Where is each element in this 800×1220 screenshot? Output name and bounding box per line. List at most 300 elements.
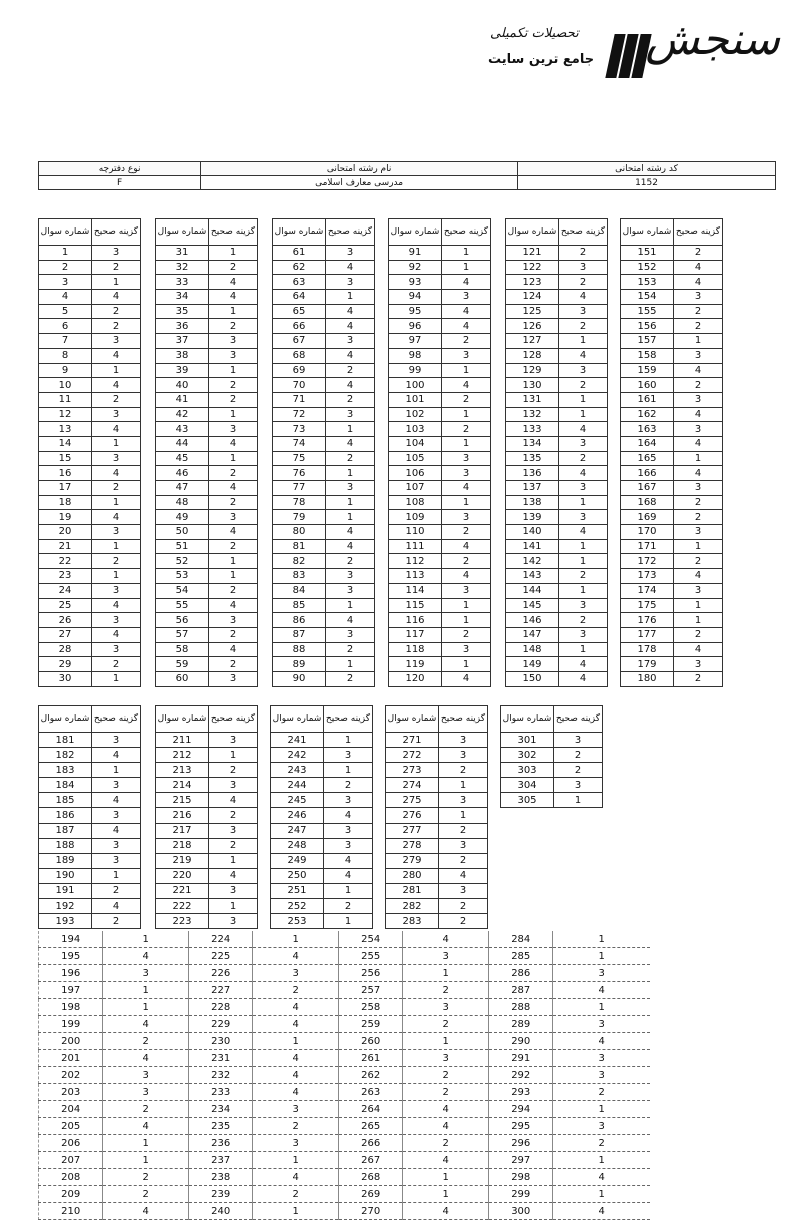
correct-answer: 3	[674, 525, 723, 540]
question-number: 274	[386, 778, 439, 793]
correct-answer: 3	[326, 334, 375, 349]
question-number: 53	[156, 569, 209, 584]
correct-answer: 1	[554, 793, 603, 808]
table-row	[273, 407, 375, 422]
table-row	[621, 569, 723, 584]
question-number: 161	[621, 392, 674, 407]
question-number: 180	[621, 671, 674, 686]
table-row	[386, 763, 488, 778]
correct-answer: 4	[403, 1152, 489, 1169]
table-row	[39, 378, 141, 393]
correct-answer: 2	[439, 823, 488, 838]
correct-answer: 2	[439, 899, 488, 914]
table-row	[273, 275, 375, 290]
table-row	[39, 510, 141, 525]
correct-answer: 3	[442, 583, 491, 598]
question-number: 240	[189, 1203, 253, 1220]
table-row	[273, 378, 375, 393]
correct-answer: 3	[559, 598, 608, 613]
question-number: 152	[621, 260, 674, 275]
table-row	[386, 733, 488, 748]
correct-answer: 3	[326, 569, 375, 584]
correct-answer: 2	[103, 1186, 189, 1203]
question-number: 243	[271, 763, 324, 778]
question-number: 24	[39, 583, 92, 598]
correct-answer: 2	[326, 451, 375, 466]
correct-answer: 1	[253, 1203, 339, 1220]
correct-answer: 2	[674, 304, 723, 319]
correct-answer: 3	[209, 510, 258, 525]
table-row	[39, 319, 141, 334]
question-number: 304	[501, 778, 554, 793]
correct-answer: 2	[92, 392, 141, 407]
table-row	[273, 554, 375, 569]
correct-answer: 1	[326, 290, 375, 305]
correct-answer: 1	[674, 598, 723, 613]
question-number: 260	[339, 1033, 403, 1050]
correct-answer: 2	[674, 246, 723, 261]
question-number: 21	[39, 539, 92, 554]
question-number-header: شماره سوال	[271, 706, 324, 733]
correct-answer: 4	[559, 348, 608, 363]
table-row	[39, 627, 141, 642]
question-number: 169	[621, 510, 674, 525]
question-number: 100	[389, 378, 442, 393]
correct-answer: 3	[209, 422, 258, 437]
correct-answer: 1	[442, 246, 491, 261]
correct-answer: 1	[103, 999, 189, 1016]
question-number: 182	[39, 748, 92, 763]
question-number: 266	[339, 1135, 403, 1152]
table-row	[621, 348, 723, 363]
table-row	[621, 275, 723, 290]
question-number: 120	[389, 671, 442, 686]
question-number: 75	[273, 451, 326, 466]
table-row	[506, 290, 608, 305]
question-number: 271	[386, 733, 439, 748]
question-number: 248	[271, 838, 324, 853]
table-row	[39, 569, 141, 584]
table-row	[156, 914, 258, 929]
table-row	[506, 451, 608, 466]
correct-answer: 4	[442, 378, 491, 393]
table-row	[156, 569, 258, 584]
correct-answer: 4	[326, 304, 375, 319]
correct-answer: 2	[326, 363, 375, 378]
question-number: 201	[39, 1050, 103, 1067]
correct-answer: 4	[324, 868, 373, 883]
question-number: 91	[389, 246, 442, 261]
correct-answer: 3	[674, 392, 723, 407]
correct-answer-header: گزینه صحیح	[209, 706, 258, 733]
question-number: 227	[189, 982, 253, 999]
question-number: 35	[156, 304, 209, 319]
correct-answer: 1	[442, 436, 491, 451]
correct-answer: 3	[209, 778, 258, 793]
correct-answer: 2	[674, 554, 723, 569]
correct-answer: 2	[559, 613, 608, 628]
correct-answer: 4	[403, 1101, 489, 1118]
correct-answer: 4	[253, 1084, 339, 1101]
correct-answer: 4	[209, 642, 258, 657]
table-row	[621, 657, 723, 672]
correct-answer: 3	[92, 808, 141, 823]
logo-wordmark: سنجش	[645, 14, 780, 65]
table-row	[273, 642, 375, 657]
question-number: 12	[39, 407, 92, 422]
question-number: 267	[339, 1152, 403, 1169]
correct-answer: 3	[92, 525, 141, 540]
question-number: 46	[156, 466, 209, 481]
question-number-header: شماره سوال	[39, 219, 92, 246]
correct-answer: 4	[442, 671, 491, 686]
table-row	[389, 613, 491, 628]
question-number: 176	[621, 613, 674, 628]
table-row	[273, 290, 375, 305]
question-number: 247	[271, 823, 324, 838]
question-number: 138	[506, 495, 559, 510]
correct-answer: 3	[209, 613, 258, 628]
table-row	[156, 363, 258, 378]
correct-answer: 3	[209, 733, 258, 748]
question-number: 127	[506, 334, 559, 349]
table-row	[389, 290, 491, 305]
table-row	[506, 613, 608, 628]
table-row	[39, 539, 141, 554]
question-number: 167	[621, 481, 674, 496]
question-number: 170	[621, 525, 674, 540]
table-row	[39, 823, 141, 838]
correct-answer: 3	[92, 407, 141, 422]
table-row	[273, 671, 375, 686]
question-number: 95	[389, 304, 442, 319]
table-row	[621, 466, 723, 481]
correct-answer: 2	[674, 378, 723, 393]
question-number: 258	[339, 999, 403, 1016]
table-row	[39, 671, 141, 686]
table-row	[506, 539, 608, 554]
correct-answer: 2	[326, 392, 375, 407]
question-number: 111	[389, 539, 442, 554]
question-number: 213	[156, 763, 209, 778]
correct-answer-header: گزینه صحیح	[209, 219, 258, 246]
correct-answer: 3	[92, 838, 141, 853]
table-row	[271, 793, 373, 808]
correct-answer: 1	[92, 275, 141, 290]
correct-answer: 2	[209, 763, 258, 778]
correct-answer: 1	[92, 671, 141, 686]
table-row	[273, 613, 375, 628]
question-number: 132	[506, 407, 559, 422]
table-row	[389, 407, 491, 422]
table-row	[621, 583, 723, 598]
table-row	[389, 246, 491, 261]
question-number: 78	[273, 495, 326, 510]
correct-answer: 3	[559, 481, 608, 496]
table-row	[501, 793, 603, 808]
correct-answer: 3	[442, 510, 491, 525]
correct-answer: 4	[92, 348, 141, 363]
question-number: 11	[39, 392, 92, 407]
question-number: 128	[506, 348, 559, 363]
correct-answer: 3	[674, 422, 723, 437]
question-number: 231	[189, 1050, 253, 1067]
question-number: 282	[386, 899, 439, 914]
correct-answer-header: گزینه صحیح	[324, 706, 373, 733]
question-number: 30	[39, 671, 92, 686]
table-row	[39, 899, 141, 914]
correct-answer: 4	[326, 378, 375, 393]
correct-answer: 1	[553, 1101, 650, 1118]
correct-answer: 4	[553, 982, 650, 999]
correct-answer: 1	[559, 583, 608, 598]
table-row	[501, 733, 603, 748]
question-number: 57	[156, 627, 209, 642]
correct-answer: 1	[326, 422, 375, 437]
table-row	[389, 481, 491, 496]
correct-answer: 3	[559, 363, 608, 378]
question-number: 220	[156, 868, 209, 883]
correct-answer: 2	[559, 275, 608, 290]
correct-answer: 3	[209, 883, 258, 898]
table-row	[156, 304, 258, 319]
question-number: 45	[156, 451, 209, 466]
answer-block	[155, 705, 258, 929]
question-number: 18	[39, 495, 92, 510]
question-number: 196	[39, 965, 103, 982]
correct-answer: 1	[92, 436, 141, 451]
correct-answer: 1	[553, 1152, 650, 1169]
correct-answer: 2	[559, 451, 608, 466]
question-number: 251	[271, 883, 324, 898]
table-row	[273, 510, 375, 525]
table-row	[386, 808, 488, 823]
question-number: 300	[489, 1203, 553, 1220]
question-number: 19	[39, 510, 92, 525]
correct-answer: 3	[674, 348, 723, 363]
table-row	[273, 598, 375, 613]
correct-answer: 2	[209, 657, 258, 672]
table-row	[39, 290, 141, 305]
table-row	[39, 525, 141, 540]
table-row	[39, 554, 141, 569]
table-row	[389, 569, 491, 584]
question-number: 126	[506, 319, 559, 334]
question-number: 279	[386, 853, 439, 868]
table-row	[506, 554, 608, 569]
question-number: 159	[621, 363, 674, 378]
question-number: 275	[386, 793, 439, 808]
question-number: 242	[271, 748, 324, 763]
exam-code-header: کد رشته امتحانی	[518, 162, 776, 176]
question-number: 148	[506, 642, 559, 657]
correct-answer: 4	[103, 1050, 189, 1067]
question-number: 204	[39, 1101, 103, 1118]
correct-answer: 1	[324, 763, 373, 778]
question-number: 186	[39, 808, 92, 823]
correct-answer: 4	[403, 931, 489, 948]
correct-answer: 3	[103, 1084, 189, 1101]
question-number: 65	[273, 304, 326, 319]
table-row	[621, 304, 723, 319]
question-number: 106	[389, 466, 442, 481]
table-row	[39, 613, 141, 628]
correct-answer: 4	[326, 525, 375, 540]
correct-answer: 4	[92, 793, 141, 808]
question-number: 211	[156, 733, 209, 748]
correct-answer: 2	[403, 1084, 489, 1101]
question-number: 221	[156, 883, 209, 898]
table-row	[39, 246, 141, 261]
table-row	[506, 525, 608, 540]
table-row	[273, 525, 375, 540]
question-number: 199	[39, 1016, 103, 1033]
question-number: 163	[621, 422, 674, 437]
table-row	[621, 481, 723, 496]
question-number: 109	[389, 510, 442, 525]
question-number: 1	[39, 246, 92, 261]
table-row	[273, 392, 375, 407]
correct-answer: 2	[442, 554, 491, 569]
table-row	[389, 627, 491, 642]
question-number: 44	[156, 436, 209, 451]
question-number: 225	[189, 948, 253, 965]
correct-answer: 4	[92, 598, 141, 613]
table-row	[386, 838, 488, 853]
question-number: 280	[386, 868, 439, 883]
table-row	[39, 733, 141, 748]
question-number: 301	[501, 733, 554, 748]
table-row	[39, 1101, 651, 1118]
question-number: 105	[389, 451, 442, 466]
question-number: 118	[389, 642, 442, 657]
table-row	[506, 510, 608, 525]
table-row	[39, 598, 141, 613]
correct-answer: 4	[674, 436, 723, 451]
table-row	[389, 583, 491, 598]
question-number: 226	[189, 965, 253, 982]
correct-answer: 3	[103, 1067, 189, 1084]
question-number: 81	[273, 539, 326, 554]
table-row	[273, 304, 375, 319]
question-number-header: شماره سوال	[501, 706, 554, 733]
question-number-header: شماره سوال	[156, 219, 209, 246]
question-number: 123	[506, 275, 559, 290]
correct-answer: 4	[92, 823, 141, 838]
correct-answer: 3	[559, 260, 608, 275]
table-row	[39, 275, 141, 290]
correct-answer: 4	[92, 466, 141, 481]
table-row	[271, 763, 373, 778]
correct-answer: 4	[326, 348, 375, 363]
question-number: 283	[386, 914, 439, 929]
logo-bars-icon	[606, 34, 648, 78]
correct-answer: 3	[439, 733, 488, 748]
correct-answer: 4	[559, 290, 608, 305]
table-row	[621, 436, 723, 451]
correct-answer: 3	[559, 627, 608, 642]
question-number: 288	[489, 999, 553, 1016]
correct-answer: 4	[553, 1033, 650, 1050]
question-number: 107	[389, 481, 442, 496]
correct-answer: 4	[92, 899, 141, 914]
question-number: 89	[273, 657, 326, 672]
correct-answer: 1	[209, 554, 258, 569]
correct-answer: 3	[92, 334, 141, 349]
question-number: 236	[189, 1135, 253, 1152]
correct-answer: 3	[92, 778, 141, 793]
correct-answer: 4	[209, 868, 258, 883]
question-number: 33	[156, 275, 209, 290]
correct-answer: 3	[253, 965, 339, 982]
question-number: 277	[386, 823, 439, 838]
question-number: 64	[273, 290, 326, 305]
table-row	[156, 334, 258, 349]
question-number: 272	[386, 748, 439, 763]
correct-answer: 2	[209, 378, 258, 393]
question-number: 28	[39, 642, 92, 657]
question-number: 136	[506, 466, 559, 481]
correct-answer: 2	[209, 808, 258, 823]
table-row	[156, 260, 258, 275]
question-number: 164	[621, 436, 674, 451]
question-number: 96	[389, 319, 442, 334]
correct-answer: 2	[253, 1186, 339, 1203]
exam-name-value: مدرسی معارف اسلامی	[201, 176, 518, 190]
correct-answer: 3	[326, 627, 375, 642]
correct-answer: 1	[92, 763, 141, 778]
question-number: 43	[156, 422, 209, 437]
correct-answer: 3	[442, 348, 491, 363]
table-row	[271, 748, 373, 763]
question-number: 150	[506, 671, 559, 686]
correct-answer: 1	[326, 510, 375, 525]
correct-answer: 4	[103, 948, 189, 965]
table-row	[621, 642, 723, 657]
correct-answer: 2	[326, 671, 375, 686]
exam-code-value: 1152	[518, 176, 776, 190]
table-row	[386, 793, 488, 808]
question-number: 192	[39, 899, 92, 914]
table-row	[621, 451, 723, 466]
correct-answer: 3	[403, 1050, 489, 1067]
correct-answer: 3	[92, 451, 141, 466]
table-row	[506, 392, 608, 407]
correct-answer: 4	[326, 260, 375, 275]
table-row	[389, 642, 491, 657]
table-row	[386, 853, 488, 868]
question-number: 244	[271, 778, 324, 793]
table-row	[156, 348, 258, 363]
correct-answer: 2	[103, 1033, 189, 1050]
table-row	[501, 748, 603, 763]
correct-answer: 3	[324, 838, 373, 853]
table-row	[271, 868, 373, 883]
question-number-header: شماره سوال	[386, 706, 439, 733]
correct-answer: 4	[324, 808, 373, 823]
table-row	[273, 583, 375, 598]
table-row	[621, 334, 723, 349]
correct-answer: 4	[442, 569, 491, 584]
question-number: 294	[489, 1101, 553, 1118]
booklet-type-value: F	[39, 176, 201, 190]
answer-block	[620, 218, 723, 687]
answer-block	[388, 218, 491, 687]
question-number: 299	[489, 1186, 553, 1203]
table-row	[156, 290, 258, 305]
table-row	[506, 334, 608, 349]
table-row	[39, 868, 141, 883]
